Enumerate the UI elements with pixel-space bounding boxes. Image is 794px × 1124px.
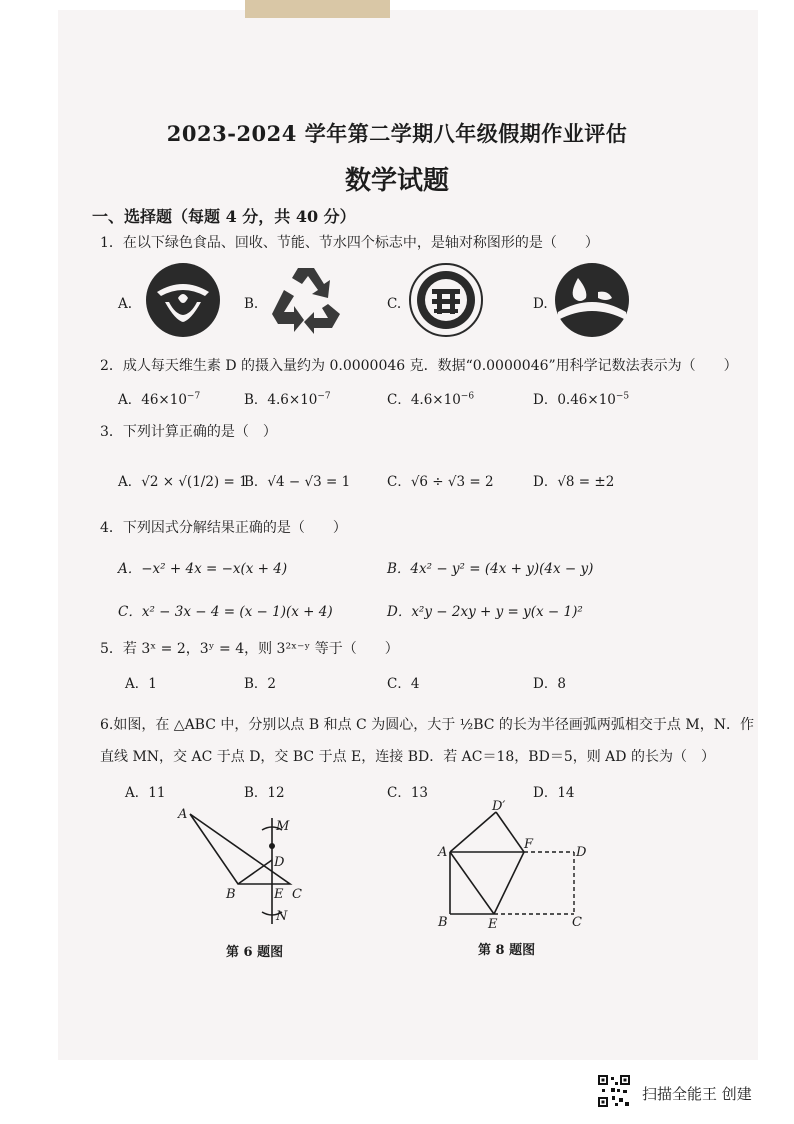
q2-option-a: A．$46\times 10^{-7}$: [118, 391, 201, 408]
fig6-label-n: N: [276, 909, 288, 924]
q4-option-d: D．x²y − 2xy + y = y(x − 1)²: [387, 604, 583, 620]
q5-option-a: A．1: [125, 676, 157, 692]
fig6-label-m: M: [276, 819, 290, 834]
figure-8-caption: 第 8 题图: [478, 943, 536, 958]
section-heading: 一、选择题（每题 4 分，共 40 分）: [92, 207, 356, 226]
q6-option-c: C．13: [387, 785, 429, 801]
water-saving-logo-icon: [554, 262, 630, 338]
fig6-label-d: D: [274, 855, 285, 870]
fig8-label-d-prime: D′: [492, 799, 506, 814]
question-5-text: 5．若 3ˣ = 2，3ʸ = 4，则 3²ˣ⁻ʸ 等于（ ）: [100, 641, 399, 657]
question-6-text-line1: 6.如图，在 △ABC 中，分别以点 B 和点 C 为圆心，大于 ½BC 的长为半径画弧两弧相交于点 M，N．作: [100, 717, 754, 733]
q3-option-d: D．√8 = ±2: [533, 474, 615, 490]
question-3-text: 3．下列计算正确的是（ ）: [100, 424, 277, 440]
q2-option-c: C．$4.6\times 10^{-6}$: [387, 391, 475, 408]
question-2-text: 2．成人每天维生素 D 的摄入量约为 0.0000046 克．数据“0.0000046”用科学记数法表示为（ ）: [100, 358, 738, 374]
q3-option-c: C．√6 ÷ √3 = 2: [387, 474, 494, 490]
q2-option-d: D．$0.46\times 10^{-5}$: [533, 391, 630, 408]
fig8-label-d: D: [576, 845, 587, 860]
q5-option-b: B．2: [244, 676, 277, 692]
q4-option-a: A．−x² + 4x = −x(x + 4): [118, 561, 288, 577]
q3-option-a: A．√2 × √(1/2) = 1: [118, 474, 248, 490]
fig6-label-c: C: [292, 887, 302, 902]
green-food-logo-icon: [145, 262, 221, 338]
energy-saving-logo-icon: [408, 262, 484, 338]
q5-option-d: D．8: [533, 676, 566, 692]
figure-8-diagram: [432, 798, 602, 933]
q4-option-c: C．x² − 3x − 4 = (x − 1)(x + 4): [118, 604, 333, 620]
q6-option-d: D．14: [533, 785, 575, 801]
q1-label-b: B.: [244, 296, 259, 312]
fig6-label-e: E: [274, 887, 284, 902]
fig6-label-b: B: [226, 887, 236, 902]
fig8-label-c: C: [572, 915, 582, 930]
tape-strip: [245, 0, 390, 18]
fig8-label-b: B: [438, 915, 448, 930]
exam-title: 2023-2024 学年第二学期八年级假期作业评估: [166, 121, 628, 146]
q6-option-a: A．11: [125, 785, 166, 801]
scanner-watermark-text: 扫描全能王 创建: [642, 1085, 752, 1103]
question-6-text-line2: 直线 MN，交 AC 于点 D，交 BC 于点 E，连接 BD．若 AC＝18，BD＝5，则 AD 的长为（ ）: [100, 749, 715, 765]
q2-option-b: B．$4.6\times 10^{-7}$: [244, 391, 331, 408]
fig8-label-f: F: [524, 837, 534, 852]
q6-option-b: B．12: [244, 785, 285, 801]
fig8-label-e: E: [488, 917, 498, 932]
question-4-text: 4．下列因式分解结果正确的是（ ）: [100, 520, 347, 536]
q1-label-a: A.: [118, 296, 133, 312]
qr-code-icon: [597, 1074, 631, 1108]
question-1-text: 1．在以下绿色食品、回收、节能、节水四个标志中，是轴对称图形的是（ ）: [100, 235, 599, 251]
q1-label-c: C.: [387, 296, 402, 312]
fig6-label-a: A: [178, 807, 188, 822]
q4-option-b: B．4x² − y² = (4x + y)(4x − y): [387, 561, 594, 577]
recycle-logo-icon: [268, 262, 344, 336]
q3-option-b: B．√4 − √3 = 1: [244, 474, 351, 490]
figure-6-diagram: [170, 800, 330, 930]
q1-label-d: D.: [533, 296, 548, 312]
exam-subtitle: 数学试题: [344, 166, 449, 196]
figure-6-caption: 第 6 题图: [226, 945, 284, 960]
q5-option-c: C．4: [387, 676, 420, 692]
fig8-label-a: A: [438, 845, 448, 860]
